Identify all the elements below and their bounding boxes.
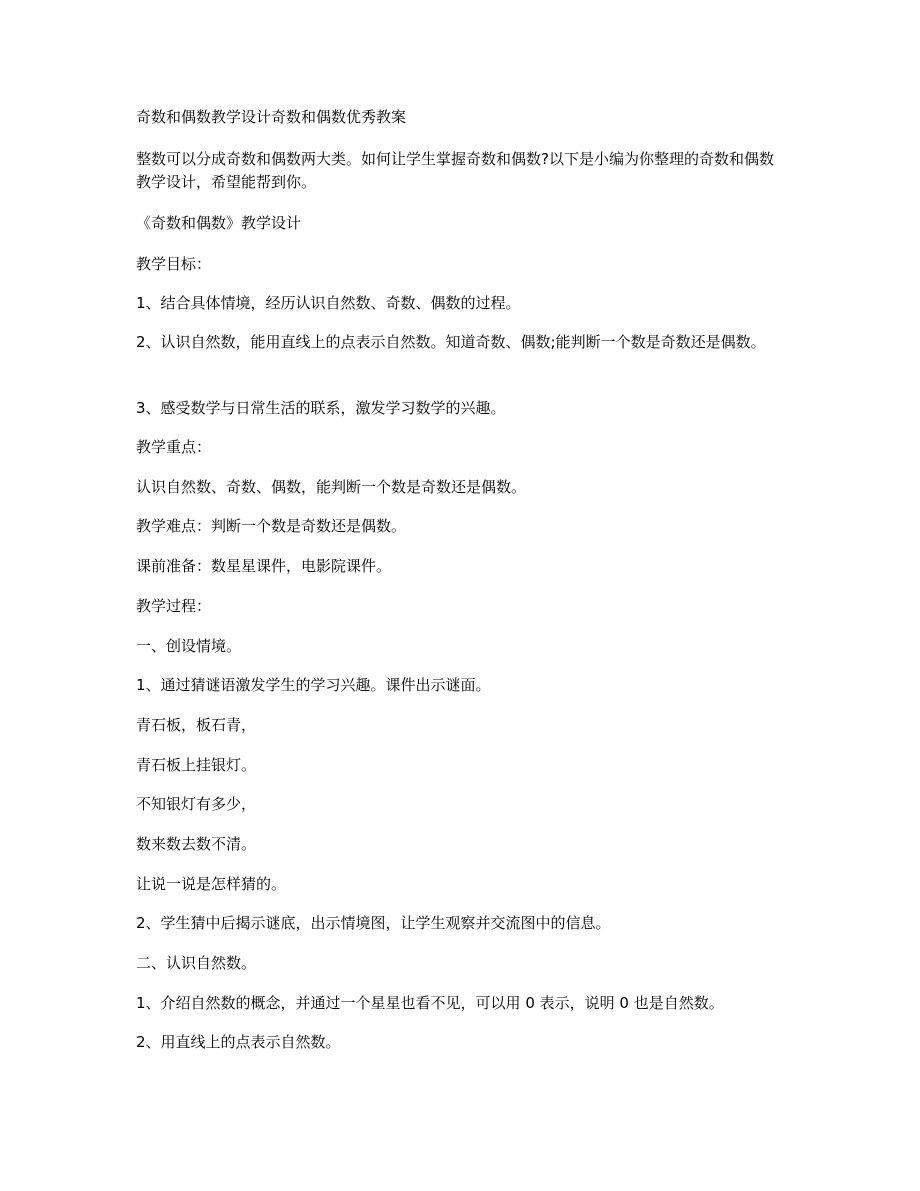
step-2-1: 1、介绍自然数的概念，并通过一个星星也看不见，可以用 0 表示，说明 0 也是自然数。 <box>136 994 724 1012</box>
step-1-1: 1、通过猜谜语激发学生的学习兴趣。课件出示谜面。 <box>136 676 491 694</box>
preparation: 课前准备：数星星课件，电影院课件。 <box>136 557 392 575</box>
riddle-line-2: 青石板上挂银灯。 <box>136 756 257 774</box>
key-heading: 教学重点： <box>136 438 212 456</box>
key-point: 认识自然数、奇数、偶数，能判断一个数是奇数还是偶数。 <box>136 478 527 496</box>
step-2-2: 2、用直线上的点表示自然数。 <box>136 1033 341 1051</box>
riddle-line-1: 青石板，板石青， <box>136 716 257 734</box>
difficulty: 教学难点：判断一个数是奇数还是偶数。 <box>136 517 407 535</box>
goal-item-1: 1、结合具体情境，经历认识自然数、奇数、偶数的过程。 <box>136 294 521 312</box>
section-1-heading: 一、创设情境。 <box>136 637 242 655</box>
process-heading: 教学过程： <box>136 597 212 615</box>
document-title: 奇数和偶数教学设计奇数和偶数优秀教案 <box>136 108 407 126</box>
step-1-2: 2、学生猜中后揭示谜底，出示情境图，让学生观察并交流图中的信息。 <box>136 914 611 932</box>
riddle-line-3: 不知银灯有多少， <box>136 795 257 813</box>
section-2-heading: 二、认识自然数。 <box>136 954 257 972</box>
subtitle: 《奇数和偶数》教学设计 <box>136 214 302 232</box>
riddle-prompt: 让说一说是怎样猜的。 <box>136 875 287 893</box>
riddle-line-4: 数来数去数不清。 <box>136 835 257 853</box>
goals-heading: 教学目标： <box>136 255 212 273</box>
goal-item-2: 2、认识自然数，能用直线上的点表示自然数。知道奇数、偶数;能判断一个数是奇数还是偶数。 <box>136 333 766 351</box>
intro-paragraph: 整数可以分成奇数和偶数两大类。如何让学生掌握奇数和偶数?以下是小编为你整理的奇数和偶数教学设计，希望能帮到你。 <box>136 150 774 191</box>
goal-item-3: 3、感受数学与日常生活的联系，激发学习数学的兴趣。 <box>136 399 506 417</box>
